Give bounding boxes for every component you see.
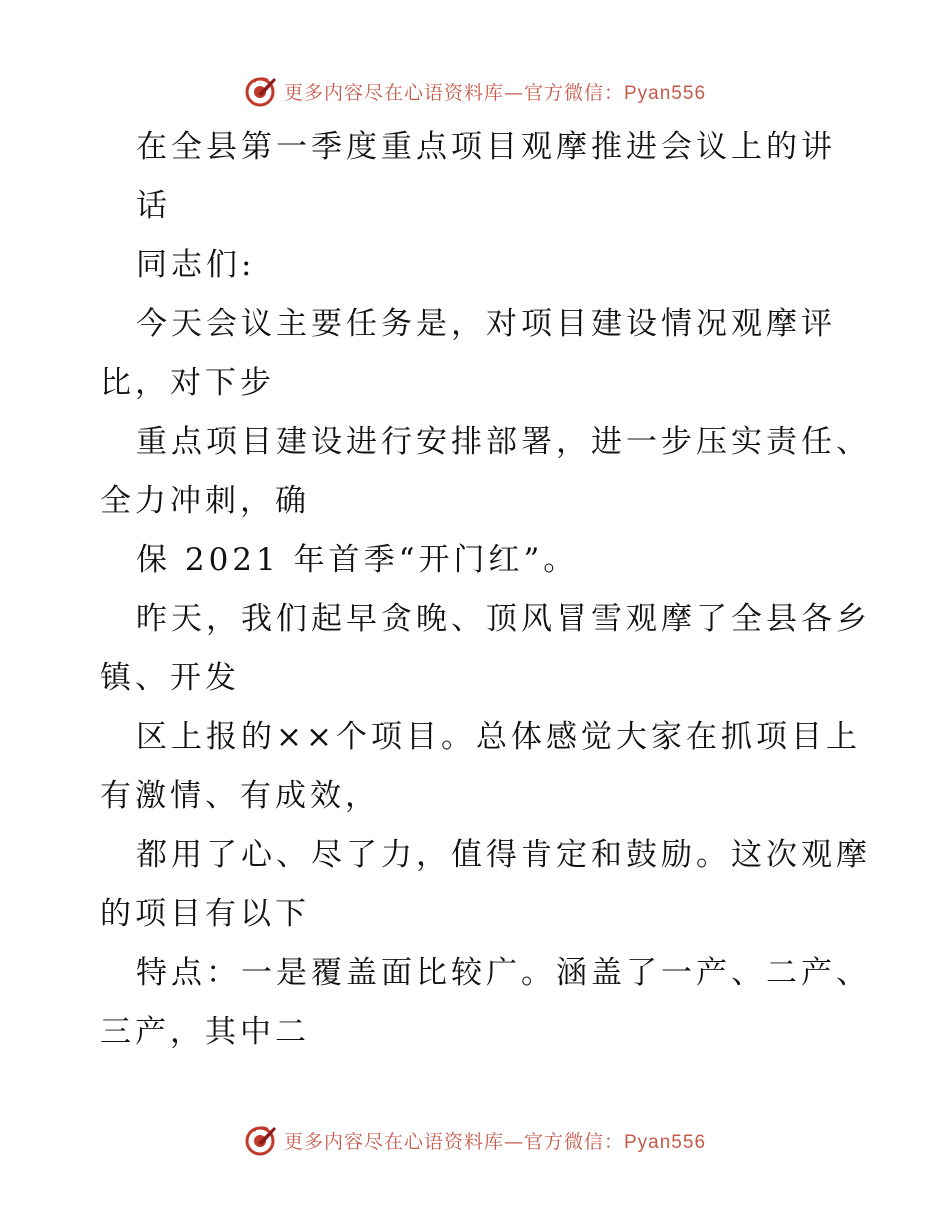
banner-text	[284, 78, 706, 105]
banner-text-cn: 更多内容尽在心语资料库—官方微信：	[283, 1130, 624, 1153]
paragraph-line: 今天会议主要任务是，对项目建设情况观摩评	[136, 306, 836, 342]
banner-text-cn: 更多内容尽在心语资料库—官方微信：	[283, 81, 624, 104]
paragraph-line: 全力冲刺，确	[100, 483, 310, 519]
paragraph-line: 特点：一是覆盖面比较广。涵盖了一产、二产、	[136, 955, 871, 991]
paragraph-line: 比，对下步	[100, 365, 275, 401]
banner-text	[284, 1127, 706, 1154]
paragraph-line: 重点项目建设进行安排部署，进一步压实责任、	[136, 424, 871, 460]
paragraph-line: 有激情、有成效，	[100, 778, 380, 814]
title-line-1: 在全县第一季度重点项目观摩推进会议上的讲	[136, 129, 836, 165]
paragraph-line: 保 2021 年首季“开门红”。	[136, 542, 579, 578]
paragraph-line: 都用了心、尽了力，值得肯定和鼓励。这次观摩	[136, 837, 871, 873]
banner-wechat-id: Pyan556	[624, 82, 707, 104]
paragraph-line: 的项目有以下	[100, 896, 310, 932]
banner-wechat-id: Pyan556	[624, 1131, 707, 1153]
title-line-2: 话	[136, 188, 171, 224]
quill-pen-logo-icon	[244, 74, 278, 108]
document-body	[100, 118, 871, 1062]
paragraph-line: 三产，其中二	[100, 1014, 310, 1050]
paragraph-line: 昨天，我们起早贪晚、顶风冒雪观摩了全县各乡	[136, 601, 871, 637]
quill-pen-logo-icon	[244, 1123, 278, 1157]
paragraph-line: 镇、开发	[100, 660, 240, 696]
footer-banner	[0, 1120, 950, 1160]
paragraph-line: 区上报的××个项目。总体感觉大家在抓项目上	[136, 719, 861, 755]
header-banner	[0, 71, 950, 111]
salutation: 同志们:	[136, 247, 256, 283]
